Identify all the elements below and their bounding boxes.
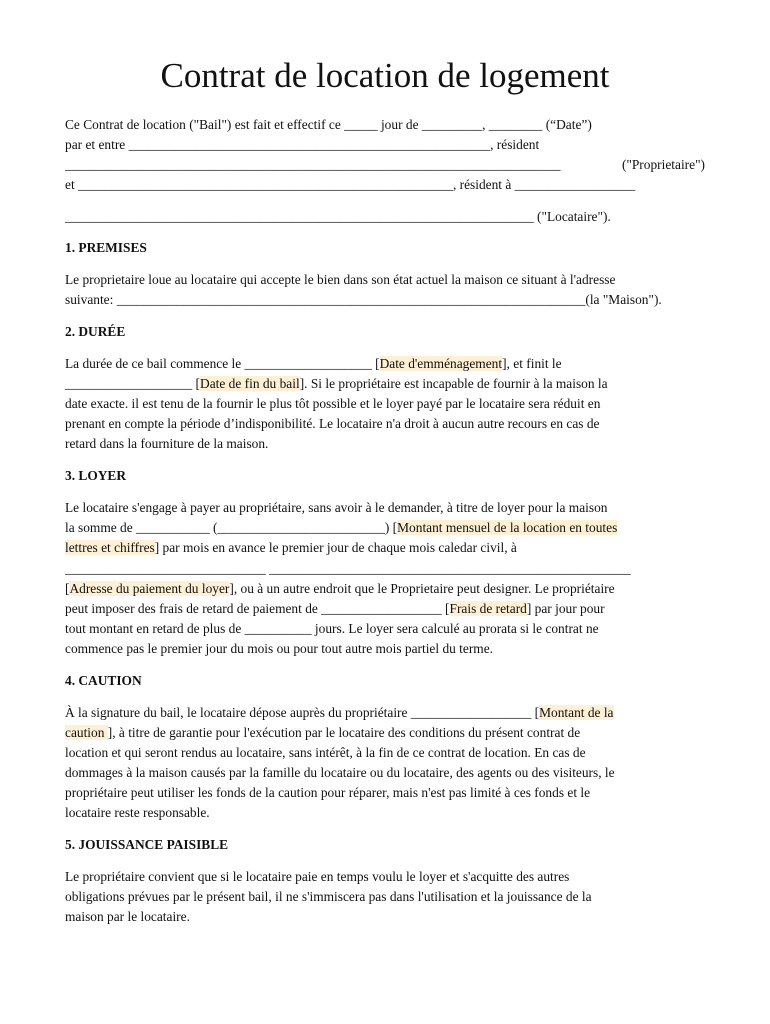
section-heading-loyer: 3. LOYER	[65, 468, 127, 483]
caution-line: dommages à la maison causés par la famille du locataire ou du locataire, des agents ou des visiteurs, le	[65, 765, 615, 780]
placeholder-montant-mensuel[interactable]: Montant mensuel de la location en toutes	[397, 520, 618, 535]
loyer-paragraph	[65, 498, 705, 558]
loyer-line: la somme de ___________ (_________________________) [Montant mensuel de la location en toutes	[65, 520, 618, 535]
loyer-line: ______________________________ ______________________________________________________	[65, 561, 631, 576]
loyer-paragraph-cont	[65, 559, 705, 659]
placeholder-date-fin-bail[interactable]: Date de fin du bail	[200, 376, 300, 391]
intro-line-blank: __________________________________________________________________________	[65, 157, 561, 172]
loyer-line: [Adresse du paiement du loyer], ou à un autre endroit que le Proprietaire peut designer. Le propriétaire	[65, 581, 615, 596]
intro-line: et ________________________________________________________, résident à __________________	[65, 177, 636, 192]
section-heading-caution: 4. CAUTION	[65, 673, 142, 688]
loyer-line: Le locataire s'engage à payer au propriétaire, sans avoir à le demander, à titre de loyer pour la maison	[65, 500, 608, 515]
loyer-line: lettres et chiffres] par mois en avance le premier jour de chaque mois caledar civil, à	[65, 540, 517, 555]
loyer-line: peut imposer des frais de retard de paiement de __________________ [Frais de retard] par jour pour	[65, 601, 605, 616]
duree-line: retard dans la fourniture de la maison.	[65, 436, 269, 451]
placeholder-montant-caution-suite[interactable]: caution	[65, 725, 108, 740]
duree-line: prenant en compte la période d’indisponibilité. Le locataire n'a droit à aucun autre recours en cas de	[65, 416, 600, 431]
intro-line: par et entre ______________________________________________________, résident	[65, 137, 540, 152]
caution-paragraph	[65, 703, 705, 823]
section-heading-jouissance: 5. JOUISSANCE PAISIBLE	[65, 837, 229, 852]
jouissance-line: obligations prévues par le présent bail, il ne s'immiscera pas dans l'utilisation et la jouissance de la	[65, 889, 592, 904]
section-heading-duree: 2. DURÉE	[65, 324, 126, 339]
document-title: Contrat de location de logement	[160, 56, 610, 95]
caution-line: propriétaire peut utiliser les fonds de la caution pour réparer, mais n'est pas limité à ces fonds et le	[65, 785, 591, 800]
caution-line: À la signature du bail, le locataire dépose auprès du propriétaire __________________ [Montant de la	[65, 705, 614, 720]
jouissance-line: Le propriétaire convient que si le locataire paie en temps voulu le loyer et s'acquitte des autres	[65, 869, 570, 884]
loyer-line: commence pas le premier jour du mois ou pour tout autre mois partiel du terme.	[65, 641, 494, 656]
section-heading-premises: 1. PREMISES	[65, 240, 147, 255]
jouissance-paragraph	[65, 867, 705, 927]
duree-paragraph	[65, 354, 705, 454]
duree-line: ___________________ [Date de fin du bail]. Si le propriétaire est incapable de fournir à la maison la	[65, 376, 608, 391]
jouissance-line: maison par le locataire.	[65, 909, 190, 924]
placeholder-frais-retard[interactable]: Frais de retard	[449, 601, 527, 616]
intro-paragraph	[65, 115, 705, 195]
premises-line: suivante: ______________________________________________________________________(la "Maison").	[65, 292, 662, 307]
caution-line: caution ], à titre de garantie pour l'exécution par le locataire des conditions du présent contrat de	[65, 725, 581, 740]
premises-paragraph	[65, 270, 705, 310]
intro-line	[65, 155, 705, 175]
caution-line: location et qui seront rendus au locataire, sans intérêt, à la fin de ce contrat de location. En cas de	[65, 745, 586, 760]
placeholder-date-emmenagement[interactable]: Date d'emménagement	[379, 356, 503, 371]
intro-locataire-line: ______________________________________________________________________ ("Locataire").	[65, 209, 611, 224]
proprietaire-label: ("Proprietaire")	[621, 157, 705, 172]
duree-line: date exacte. il est tenu de la fournir le plus tôt possible et le loyer payé par le locataire sera réduit en	[65, 396, 601, 411]
intro-line: Ce Contrat de location ("Bail") est fait et effectif ce _____ jour de _________, ________ (“Date”)	[65, 117, 592, 132]
premises-line: Le proprietaire loue au locataire qui accepte le bien dans son état actuel la maison ce situant à l'adresse	[65, 272, 616, 287]
caution-line: locataire reste responsable.	[65, 805, 210, 820]
placeholder-adresse-paiement[interactable]: Adresse du paiement du loyer	[69, 581, 230, 596]
duree-line: La durée de ce bail commence le ___________________ [Date d'emménagement], et finit le	[65, 356, 562, 371]
placeholder-montant-caution[interactable]: Montant de la	[539, 705, 614, 720]
loyer-line: tout montant en retard de plus de __________ jours. Le loyer sera calculé au prorata si le contrat ne	[65, 621, 599, 636]
placeholder-montant-mensuel-suite[interactable]: lettres et chiffres	[65, 540, 155, 555]
